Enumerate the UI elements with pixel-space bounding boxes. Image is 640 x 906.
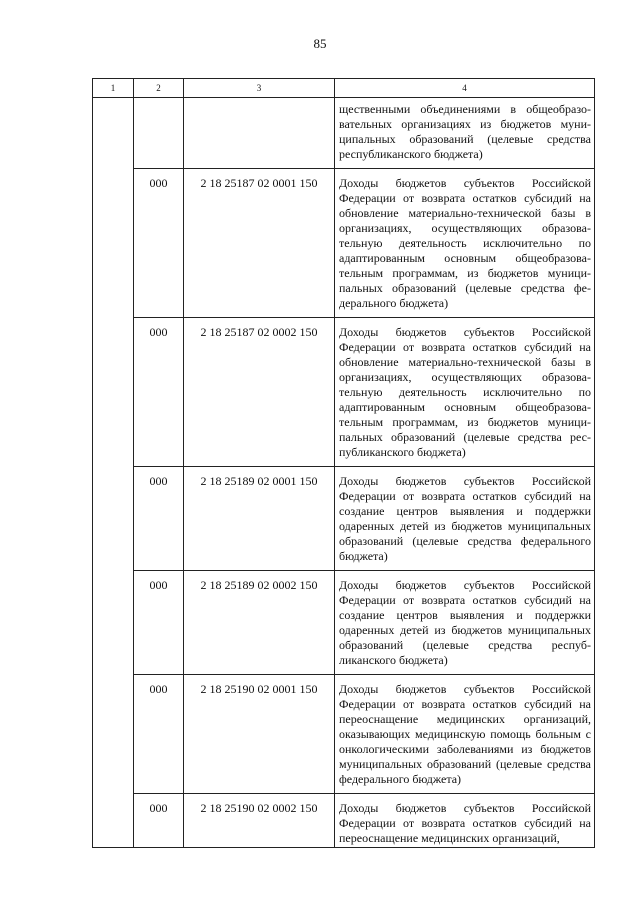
description-cell: Доходы бюджетов субъектов Российской Федерации от возврата остатков субсидий на создание центров выявления и поддержки одаренных детей из бюджетов муниципальных образований (целевые средства федерального бюджета) [335, 467, 595, 571]
kbk-code-cell: 2 18 25189 02 0002 150 [184, 571, 335, 675]
table-header-row [93, 79, 595, 98]
kbk-code-cell [184, 98, 335, 169]
kbk-code-cell: 2 18 25189 02 0001 150 [184, 467, 335, 571]
kbk-code-cell: 2 18 25187 02 0002 150 [184, 318, 335, 467]
description-cell: Доходы бюджетов субъектов Российской Федерации от возврата остатков субсидий на обновление материально-технической базы в организациях, осуществляющих образовательную деятельность исключительно по адаптированным основным общеобразовательным программам, из бюджетов муниципальных образований (целевые средства федерального бюджета) [335, 169, 595, 318]
table-row [93, 169, 595, 318]
admin-code-cell [134, 98, 184, 169]
admin-code-cell: 000 [134, 675, 184, 794]
admin-code-cell: 000 [134, 794, 184, 848]
description-cell: щественными объединениями в общеобразовательных организациях из бюджетов муниципальных образований (целевые средства республиканского бюджета) [335, 98, 595, 169]
column-header-3: 3 [184, 79, 335, 98]
column-header-2: 2 [134, 79, 184, 98]
description-cell: Доходы бюджетов субъектов Российской Федерации от возврата остатков субсидий на переоснащение медицинских организаций, оказывающих медицинскую помощь больным с онкологическими заболеваниями из бюджетов муниципальных образований (целевые средства федерального бюджета) [335, 675, 595, 794]
table-row [93, 318, 595, 467]
column-header-4: 4 [335, 79, 595, 98]
description-cell: Доходы бюджетов субъектов Российской Федерации от возврата остатков субсидий на создание центров выявления и поддержки одаренных детей из бюджетов муниципальных образований (целевые средства республиканского бюджета) [335, 571, 595, 675]
table-row [93, 675, 595, 794]
kbk-code-cell: 2 18 25187 02 0001 150 [184, 169, 335, 318]
admin-code-cell: 000 [134, 318, 184, 467]
description-cell: Доходы бюджетов субъектов Российской Федерации от возврата остатков субсидий на обновление материально-технической базы в организациях, осуществляющих образовательную деятельность исключительно по адаптированным основным общеобразовательным программам, из бюджетов муниципальных образований (целевые средства республиканского бюджета) [335, 318, 595, 467]
column-header-1: 1 [93, 79, 134, 98]
table-row [93, 794, 595, 848]
table-row [93, 467, 595, 571]
admin-code-cell: 000 [134, 467, 184, 571]
page-number: 85 [313, 36, 327, 51]
admin-code-cell: 000 [134, 169, 184, 318]
table-row [93, 571, 595, 675]
description-cell: Доходы бюджетов субъектов Российской Федерации от возврата остатков субсидий на переоснащение медицинских организаций, [335, 794, 595, 848]
column-1-merged-cell [93, 98, 134, 848]
table-row [93, 98, 595, 169]
admin-code-cell: 000 [134, 571, 184, 675]
budget-classification-table [92, 78, 595, 848]
kbk-code-cell: 2 18 25190 02 0001 150 [184, 675, 335, 794]
kbk-code-cell: 2 18 25190 02 0002 150 [184, 794, 335, 848]
